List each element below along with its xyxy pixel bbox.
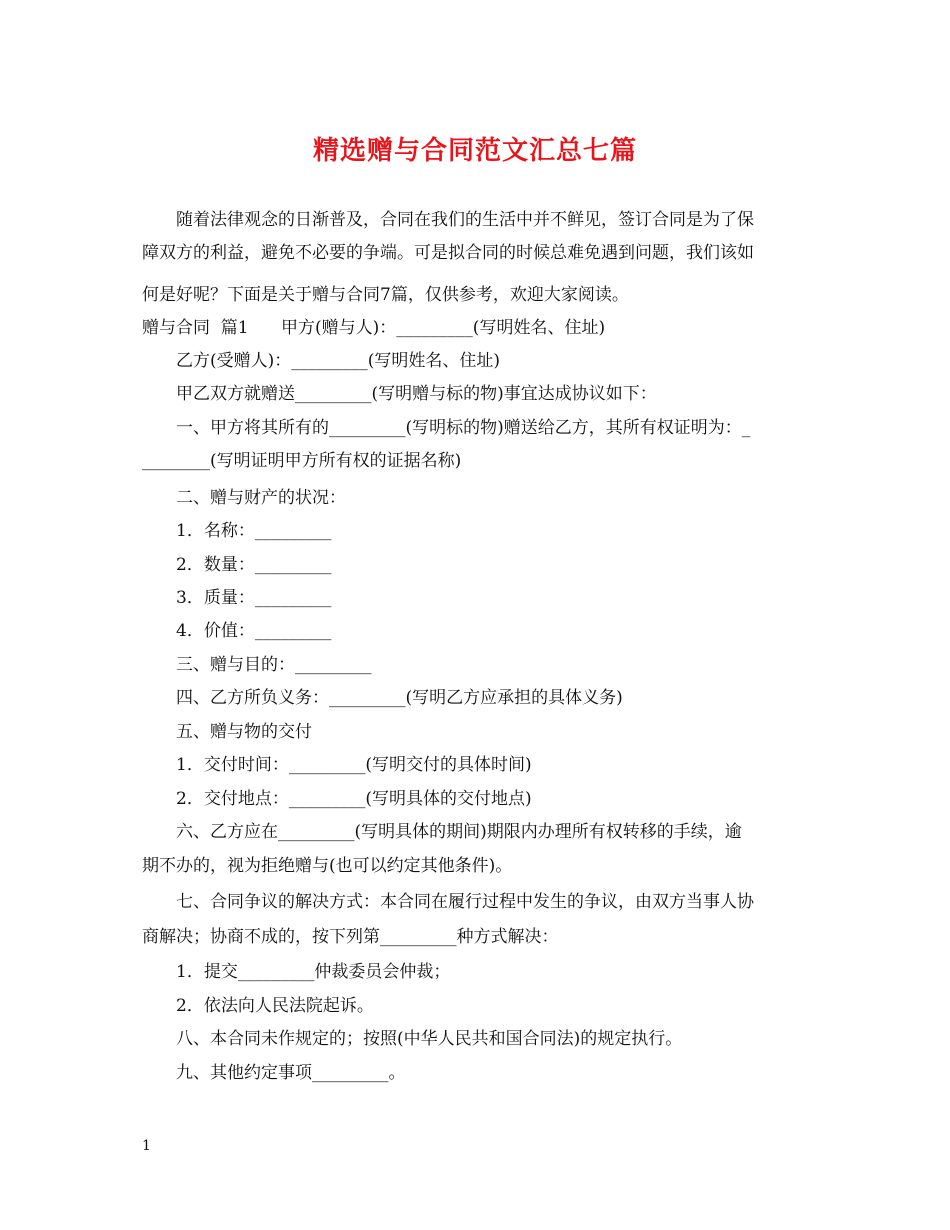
document-title: 精选赠与合同范文汇总七篇 xyxy=(312,136,637,166)
paragraph-line: 二、赠与财产的状况： xyxy=(176,488,346,508)
paragraph-line: 3．质量：_________ xyxy=(176,588,332,608)
paragraph-line: 1．名称：_________ xyxy=(176,521,332,541)
paragraph-line: 四、乙方所负义务：_________(写明乙方应承担的具体义务) xyxy=(176,688,623,708)
paragraph-line: 1．交付时间：_________(写明交付的具体时间) xyxy=(176,755,532,775)
paragraph-line: 八、本合同未作规定的；按照(中华人民共和国合同法)的规定执行。 xyxy=(176,1029,683,1049)
page-number: 1 xyxy=(142,1138,151,1154)
paragraph-line: 1．提交_________仲裁委员会仲裁； xyxy=(176,962,451,982)
paragraph-line: 三、赠与目的：_________ xyxy=(176,655,372,675)
paragraph-line: ________(写明证明甲方所有权的证据名称) xyxy=(142,451,462,471)
paragraph-line: 2．数量：_________ xyxy=(176,555,332,575)
paragraph-line: 期不办的，视为拒绝赠与(也可以约定其他条件)。 xyxy=(142,856,513,876)
paragraph-line: 4．价值：_________ xyxy=(176,621,332,641)
paragraph-line: 六、乙方应在_________(写明具体的期间)期限内办理所有权转移的手续，逾 xyxy=(176,822,742,842)
paragraph-line: 2．依法向人民法院起诉。 xyxy=(176,996,374,1016)
paragraph-line: 乙方(受赠人)：_________(写明姓名、住址) xyxy=(176,351,501,371)
paragraph-line: 赠与合同 篇1 甲方(赠与人)：_________(写明姓名、住址) xyxy=(142,318,606,338)
paragraph-line: 五、赠与物的交付 xyxy=(176,722,312,742)
paragraph-line: 随着法律观念的日渐普及，合同在我们的生活中并不鲜见，签订合同是为了保 xyxy=(176,210,754,230)
paragraph-line: 七、合同争议的解决方式：本合同在履行过程中发生的争议，由双方当事人协 xyxy=(176,892,754,912)
paragraph-line: 九、其他约定事项_________。 xyxy=(176,1063,406,1083)
paragraph-line: 何是好呢？下面是关于赠与合同7篇，仅供参考，欢迎大家阅读。 xyxy=(142,285,629,305)
paragraph-line: 甲乙双方就赠送_________(写明赠与标的物)事宜达成协议如下： xyxy=(176,384,657,404)
paragraph-line: 障双方的利益，避免不必要的争端。可是拟合同的时候总难免遇到问题，我们该如 xyxy=(142,243,754,263)
paragraph-line: 商解决；协商不成的，按下列第_________种方式解决： xyxy=(142,927,559,947)
paragraph-line: 2．交付地点：_________(写明具体的交付地点) xyxy=(176,789,532,809)
paragraph-line: 一、甲方将其所有的_________(写明标的物)赠送给乙方，其所有权证明为：_ xyxy=(176,418,751,438)
